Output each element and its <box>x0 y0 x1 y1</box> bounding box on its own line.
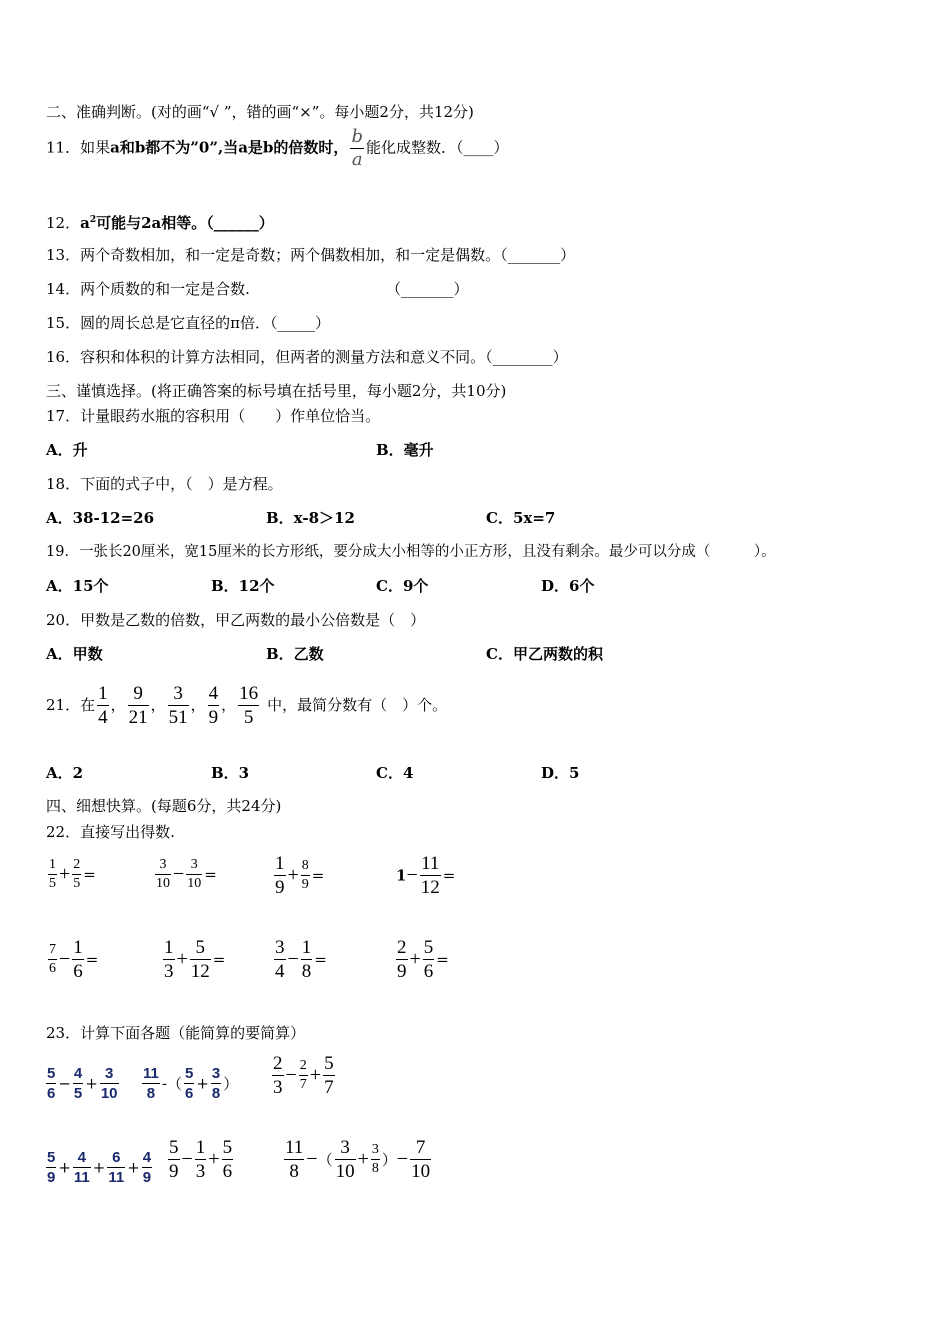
q12-prefix: 12． <box>46 214 81 232</box>
left-paren: （ <box>166 1075 182 1093</box>
fraction <box>72 858 81 891</box>
q20-option-a: A．甲数 <box>46 645 103 663</box>
question-13: 13．两个奇数相加，和一定是奇数；两个偶数相加，和一定是偶数。（_______） <box>46 246 576 264</box>
q22-item-5 <box>46 938 98 981</box>
q12-base: a <box>80 214 90 232</box>
numerator: 1 <box>301 937 312 958</box>
section-3-heading: 三、谨慎选择。(将正确答案的标号填在括号里，每小题2分，共10分) <box>46 382 507 400</box>
numerator: 2 <box>72 858 81 875</box>
fraction <box>272 1054 284 1097</box>
denominator: 8 <box>146 1085 156 1102</box>
denominator: 9 <box>142 1169 152 1186</box>
question-12 <box>46 210 274 233</box>
numerator: 3 <box>275 937 285 958</box>
denominator: 8 <box>289 1161 299 1182</box>
right-paren: ） <box>381 1151 397 1169</box>
denominator: 6 <box>222 1161 233 1182</box>
equals-sign: = <box>442 866 456 885</box>
q18-option-a: A．38-12=26 <box>46 509 155 527</box>
operator: + <box>409 948 421 970</box>
q17-option-a: A．升 <box>46 441 88 459</box>
question-21 <box>46 680 447 730</box>
numerator: 1 <box>164 937 174 958</box>
operator: − <box>287 948 299 970</box>
denominator: 4 <box>275 961 285 982</box>
q21-fraction-3 <box>168 684 189 727</box>
q22-item-1 <box>46 858 96 891</box>
fraction <box>222 1138 234 1181</box>
fraction <box>184 1066 194 1101</box>
numerator: 11 <box>421 853 440 874</box>
q22-item-7 <box>272 938 327 981</box>
numerator: 5 <box>184 1065 194 1082</box>
denominator: 5 <box>73 1085 83 1102</box>
fraction <box>396 938 408 981</box>
q21-fraction-5 <box>238 684 259 727</box>
q19-option-b: B．12个 <box>211 577 275 595</box>
q21-comma: ， <box>221 696 237 714</box>
denominator: 8 <box>301 961 312 982</box>
q21-f1-den: 4 <box>98 706 108 728</box>
section-2-heading: 二、准确判断。(对的画“√ ”，错的画“×”。每小题2分，共12分) <box>46 103 474 121</box>
q22-item-2 <box>153 858 217 891</box>
q22-item-6 <box>161 938 225 981</box>
fraction <box>163 938 175 981</box>
q22-item-4 <box>396 854 455 897</box>
fraction <box>274 854 286 897</box>
operator: + <box>176 948 188 970</box>
q21-f3-num: 3 <box>168 684 189 706</box>
denominator: 9 <box>397 961 407 982</box>
fraction <box>72 938 84 981</box>
question-18: 18．下面的式子中，（ ）是方程。 <box>46 475 283 493</box>
denominator: 11 <box>108 1169 125 1186</box>
numerator: 3 <box>186 858 202 875</box>
operator: − <box>285 1064 297 1086</box>
denominator: 5 <box>73 876 81 891</box>
fraction <box>301 938 313 981</box>
denominator: 6 <box>184 1085 194 1102</box>
fraction <box>73 1150 91 1185</box>
q21-comma: ， <box>150 696 166 714</box>
numerator: 5 <box>423 937 434 958</box>
operator: + <box>59 863 71 885</box>
q18-option-c: C．5x=7 <box>486 509 556 527</box>
q11-denominator: a <box>351 149 363 170</box>
fraction <box>48 858 57 891</box>
operator: - <box>161 1074 167 1093</box>
q19-option-c: C．9个 <box>376 577 429 595</box>
denominator: 7 <box>299 1077 307 1092</box>
operator: − <box>306 1148 318 1170</box>
denominator: 6 <box>47 1085 56 1102</box>
question-17: 17．计量眼药水瓶的容积用（ ）作单位恰当。 <box>46 407 381 425</box>
q21-f3-den: 51 <box>168 706 188 728</box>
operator: − <box>173 863 185 885</box>
numerator: 11 <box>285 1137 304 1158</box>
fraction <box>274 938 286 981</box>
q19-option-d: D．6个 <box>541 577 595 595</box>
q18-option-b: B．x-8＞12 <box>266 509 355 527</box>
q21-f5-num: 16 <box>239 682 259 704</box>
fraction <box>155 858 171 891</box>
fraction <box>284 1138 304 1181</box>
denominator: 7 <box>324 1077 334 1098</box>
fraction <box>410 1138 431 1181</box>
fraction <box>301 859 310 892</box>
numerator: 4 <box>73 1065 83 1082</box>
operator: + <box>287 864 299 886</box>
operator: + <box>85 1074 98 1093</box>
numerator: 5 <box>47 1149 56 1166</box>
denominator: 8 <box>211 1085 221 1102</box>
q23-expr-5 <box>166 1138 235 1181</box>
q21-option-b: B．3 <box>211 764 250 782</box>
fraction <box>46 1066 56 1101</box>
fraction <box>190 938 211 981</box>
q12-exponent: 2 <box>89 215 97 225</box>
question-14: 14．两个质数的和一定是合数. <box>46 280 250 298</box>
fraction <box>371 1143 380 1176</box>
operator: − <box>58 1074 71 1093</box>
equals-sign: = <box>314 950 327 969</box>
operator: + <box>208 1148 220 1170</box>
q21-option-c: C．4 <box>376 764 414 782</box>
equals-sign: = <box>311 866 325 885</box>
numerator: 6 <box>107 1150 125 1168</box>
operator: + <box>92 1158 106 1177</box>
fraction <box>323 1054 335 1097</box>
denominator: 9 <box>301 877 309 892</box>
denominator: 11 <box>73 1169 90 1186</box>
fraction <box>420 854 441 897</box>
equals-sign: = <box>212 950 226 969</box>
denominator: 5 <box>49 876 56 891</box>
q23-expr-3 <box>270 1054 337 1097</box>
q21-option-d: D．5 <box>541 764 580 782</box>
denominator: 9 <box>47 1169 56 1186</box>
q23-expr-2 <box>140 1066 238 1101</box>
q17-option-b: B．毫升 <box>376 441 434 459</box>
question-19: 19．一张长20厘米，宽15厘米的长方形纸，要分成大小相等的小正方形，且没有剩余。最少可以分成（ ）。 <box>46 544 776 560</box>
numerator: 2 <box>397 937 407 958</box>
operator: + <box>357 1148 369 1170</box>
q21-option-a: A．2 <box>46 764 84 782</box>
q20-option-b: B．乙数 <box>266 645 324 663</box>
fraction <box>48 943 57 976</box>
fraction <box>423 938 435 981</box>
numerator: 3 <box>335 1138 356 1160</box>
section-4-heading: 四、细想快算。(每题6分，共24分) <box>46 797 282 815</box>
q21-fraction-4 <box>208 684 220 727</box>
fraction <box>195 1138 207 1181</box>
fraction <box>168 1138 180 1181</box>
numerator: 1 <box>195 1137 206 1158</box>
denominator: 8 <box>371 1161 379 1176</box>
q23-expr-4 <box>44 1150 154 1185</box>
question-20: 20．甲数是乙数的倍数，甲乙两数的最小公倍数是（ ） <box>46 611 426 629</box>
numerator: 5 <box>324 1053 334 1074</box>
denominator: 10 <box>187 876 202 891</box>
q22-item-3 <box>272 854 324 897</box>
denominator: 9 <box>275 877 285 898</box>
q21-f4-num: 4 <box>208 682 219 704</box>
fraction <box>142 1066 160 1101</box>
left-paren: （ <box>317 1151 333 1169</box>
fraction <box>73 1066 83 1101</box>
denominator: 3 <box>273 1077 283 1098</box>
operator: + <box>309 1064 322 1086</box>
numerator: 4 <box>73 1150 91 1168</box>
question-22: 22．直接写出得数. <box>46 823 175 841</box>
operator: − <box>406 864 418 886</box>
numerator: 5 <box>222 1137 233 1158</box>
q21-f2-den: 21 <box>128 706 148 728</box>
q21-f5-den: 5 <box>243 706 254 728</box>
q14-blank: （_______） <box>386 280 469 298</box>
q23-expr-6 <box>282 1138 433 1181</box>
q21-suffix: 中，最简分数有（ ）个。 <box>267 696 448 714</box>
denominator: 10 <box>411 1161 431 1182</box>
q21-fraction-1 <box>97 684 109 727</box>
q12-suffix: 可能与2a相等。（______） <box>96 214 274 232</box>
q21-comma: ， <box>110 696 126 714</box>
fraction <box>100 1066 119 1101</box>
equals-sign: = <box>436 950 449 969</box>
denominator: 3 <box>195 1161 206 1182</box>
fraction <box>299 1059 308 1092</box>
operator: − <box>396 1148 409 1170</box>
operator: + <box>196 1074 209 1093</box>
numerator: 7 <box>410 1138 431 1160</box>
numerator: 2 <box>299 1059 308 1076</box>
question-15: 15．圆的周长总是它直径的π倍．（_____） <box>46 314 330 332</box>
q11-suffix: 能化成整数．（____） <box>365 138 509 157</box>
numerator: 5 <box>47 1065 56 1082</box>
q21-prefix: 21．在 <box>46 696 96 714</box>
denominator: 3 <box>164 961 174 982</box>
q22-item-8 <box>394 938 449 981</box>
numerator: 3 <box>155 858 171 875</box>
denominator: 9 <box>169 1161 179 1182</box>
numerator: 7 <box>48 943 57 960</box>
q21-fraction-2 <box>128 684 149 727</box>
fraction <box>335 1138 356 1181</box>
equals-sign: = <box>204 865 217 884</box>
fraction <box>211 1066 221 1101</box>
numerator: 3 <box>371 1143 380 1160</box>
q11-numerator: b <box>351 126 363 147</box>
q21-f4-den: 9 <box>208 706 219 728</box>
q11-prefix: 11．如果 <box>46 138 111 157</box>
numerator: 3 <box>211 1065 221 1082</box>
equals-sign: = <box>83 865 96 884</box>
operator: − <box>59 948 71 970</box>
fraction <box>46 1150 56 1185</box>
operator: + <box>127 1158 140 1177</box>
numerator: 4 <box>142 1149 152 1166</box>
operator: − <box>181 1148 193 1170</box>
q11-middle: a和b都不为”0”,当a是b的倍数时， <box>110 138 349 157</box>
numerator: 2 <box>273 1053 283 1074</box>
q21-comma: ， <box>190 696 206 714</box>
operator: + <box>58 1158 71 1177</box>
integer: 1 <box>396 866 407 885</box>
equals-sign: = <box>85 950 99 969</box>
numerator: 3 <box>100 1066 119 1084</box>
denominator: 6 <box>423 961 434 982</box>
fraction <box>142 1150 152 1185</box>
numerator: 8 <box>301 859 310 876</box>
question-11 <box>46 128 508 174</box>
numerator: 1 <box>48 858 57 875</box>
fraction <box>107 1150 125 1185</box>
denominator: 10 <box>156 876 170 891</box>
denominator: 6 <box>73 961 83 982</box>
q11-fraction <box>350 128 364 169</box>
q21-f2-num: 9 <box>128 684 149 706</box>
denominator: 6 <box>49 961 56 976</box>
q21-f1-num: 1 <box>98 682 108 704</box>
numerator: 5 <box>190 938 211 960</box>
numerator: 11 <box>143 1065 159 1082</box>
fraction <box>186 858 202 891</box>
q20-option-c: C．甲乙两数的积 <box>486 645 603 663</box>
denominator: 10 <box>335 1161 355 1182</box>
question-16: 16．容积和体积的计算方法相同，但两者的测量方法和意义不同。（________） <box>46 348 568 366</box>
numerator: 5 <box>169 1137 179 1158</box>
q23-expr-1 <box>44 1066 121 1101</box>
denominator: 10 <box>100 1085 118 1102</box>
numerator: 1 <box>73 937 83 958</box>
denominator: 12 <box>190 961 210 982</box>
q19-option-a: A．15个 <box>46 577 109 595</box>
denominator: 12 <box>420 877 440 898</box>
right-paren: ） <box>223 1075 239 1093</box>
numerator: 1 <box>275 853 285 874</box>
question-23: 23．计算下面各题（能简算的要简算） <box>46 1024 306 1042</box>
